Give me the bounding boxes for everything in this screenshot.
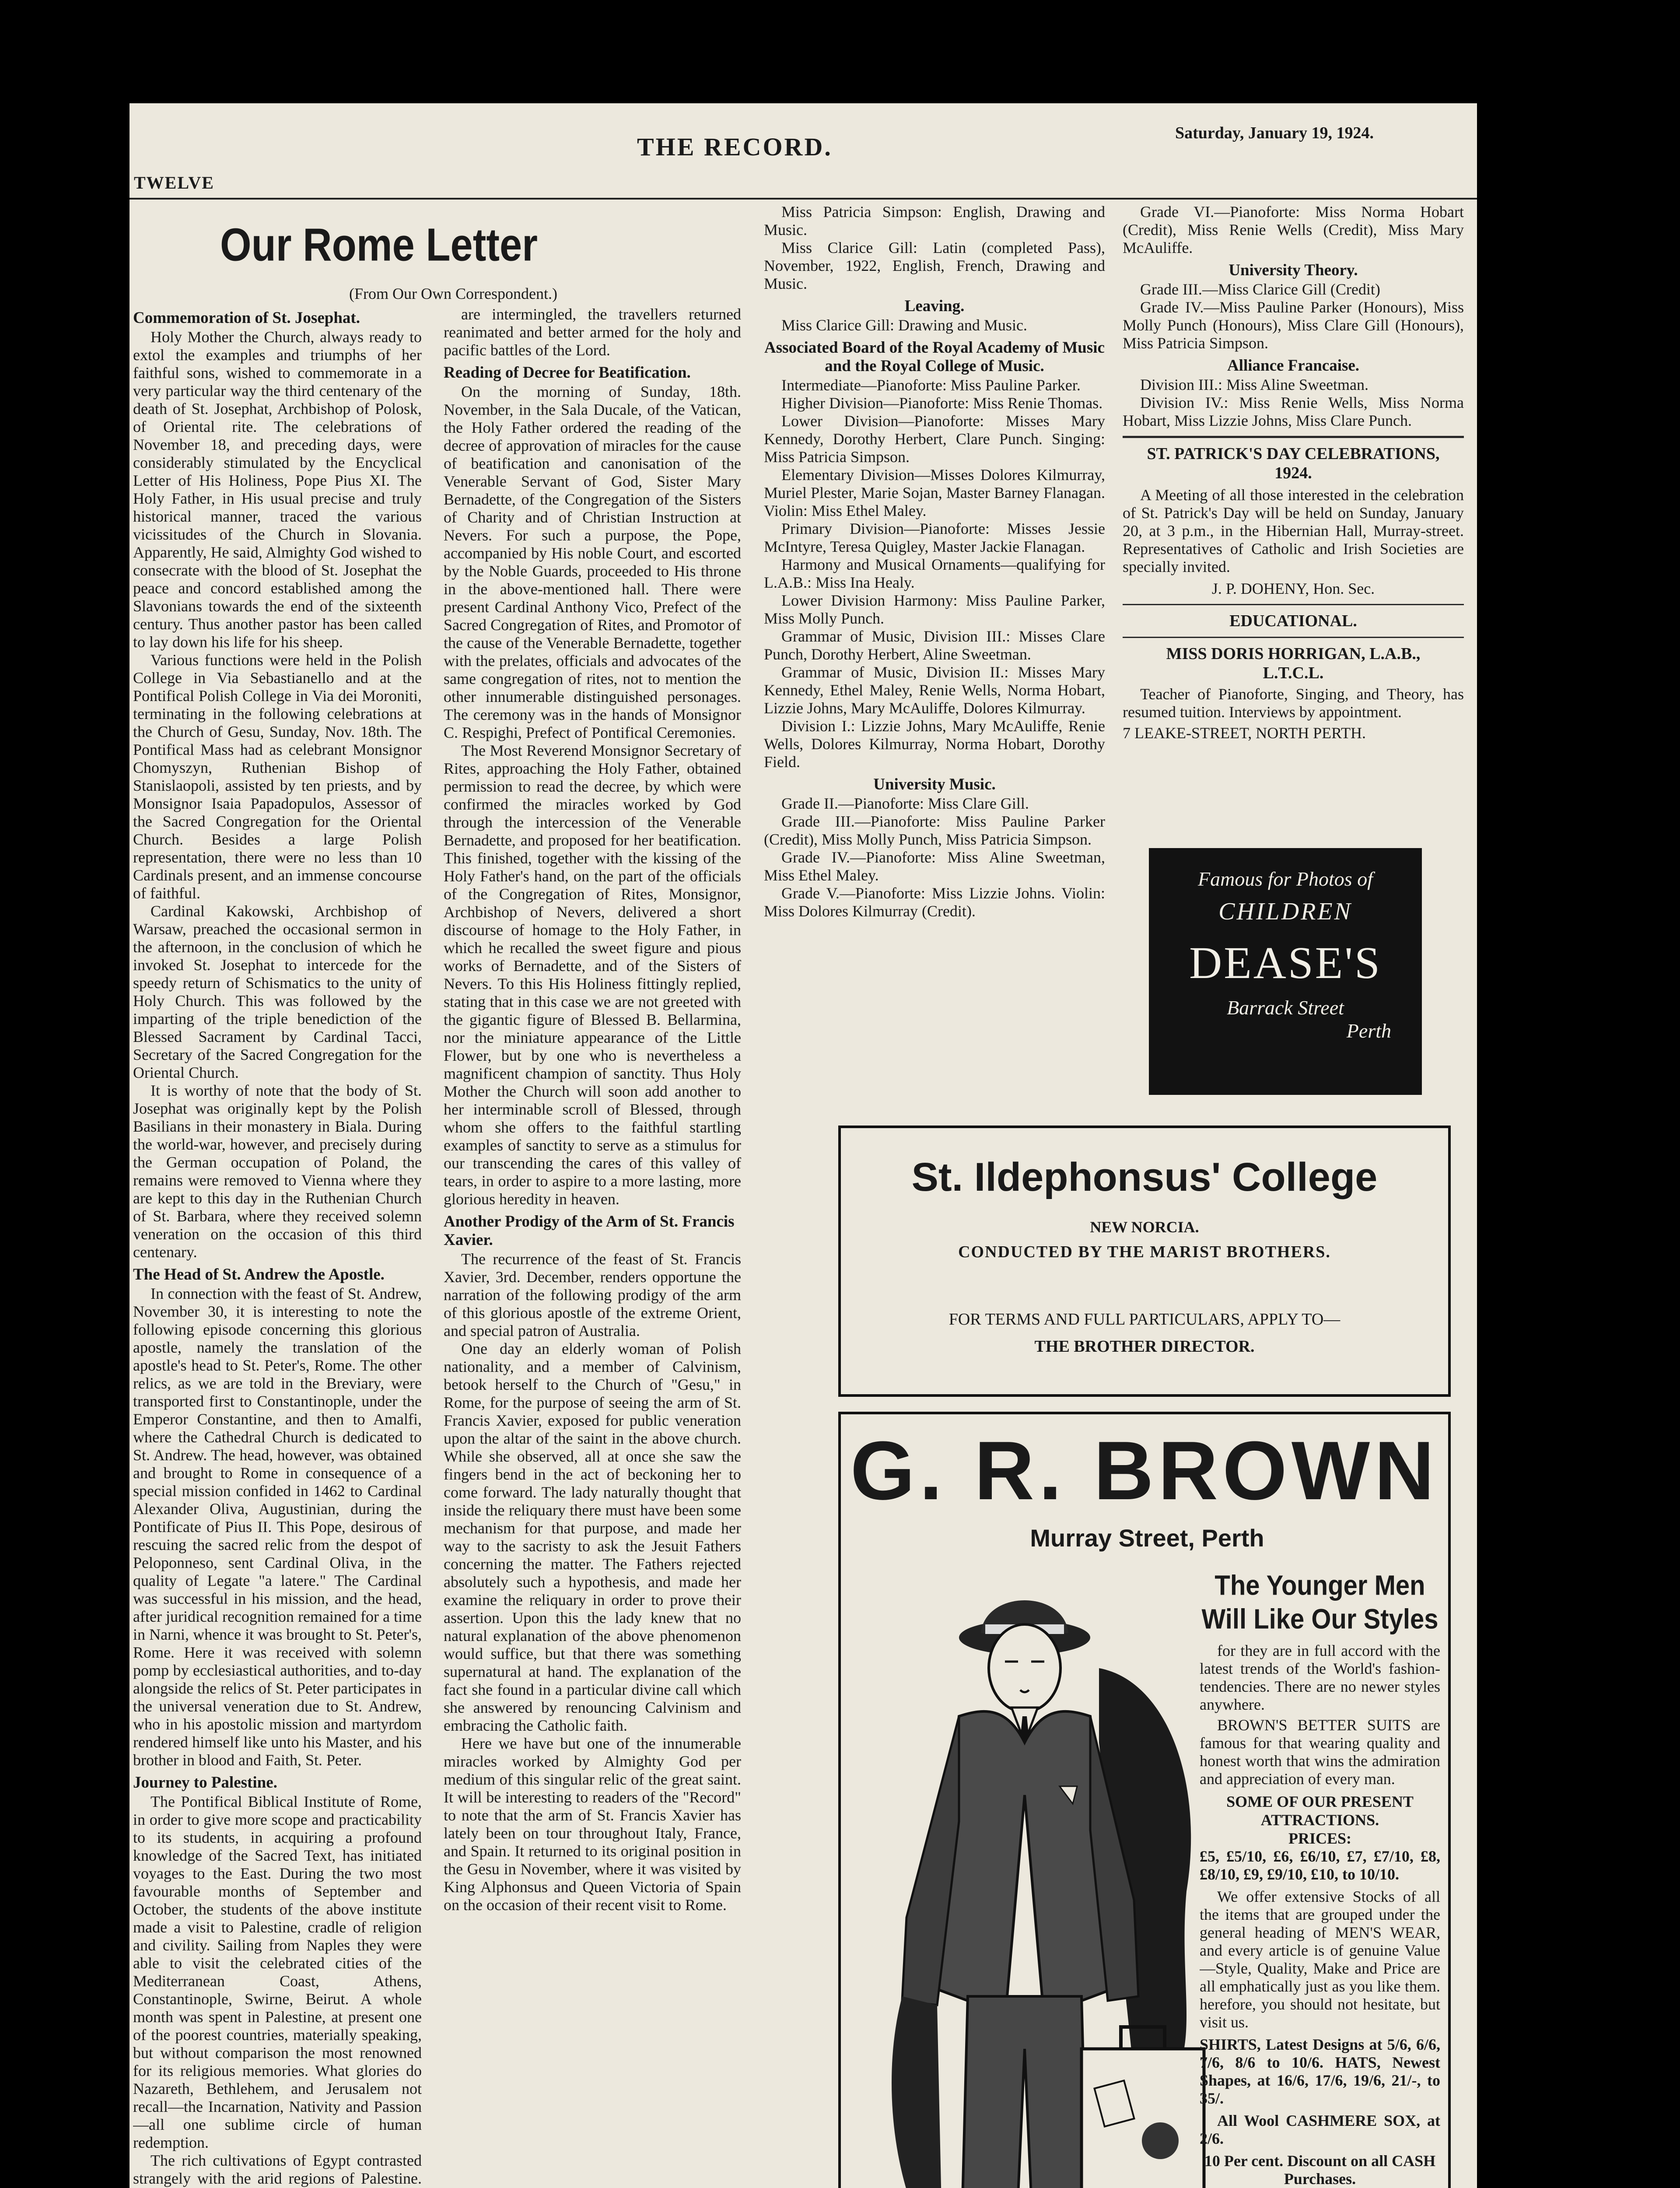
- result-line: Miss Clarice Gill: Latin (completed Pass), November, 1922, English, French, Drawing and Music.: [764, 239, 1105, 292]
- section-heading: Commemoration of St. Josephat.: [133, 309, 360, 327]
- result-line: Higher Division—Pianoforte: Miss Renie Thomas.: [781, 394, 1103, 412]
- results-subheading: University Theory.: [1228, 261, 1358, 279]
- signature: J. P. DOHENY, Hon. Sec.: [1211, 580, 1375, 597]
- result-line: Grade III.—Miss Clarice Gill (Credit): [1140, 281, 1380, 298]
- result-line: Grade IV.—Pianoforte: Miss Aline Sweetman, Miss Ethel Maley.: [764, 849, 1105, 884]
- ad-brand: G. R. BROWN: [850, 1424, 1439, 1517]
- paragraph: The Pontifical Biblical Institute of Rome, in order to give more scope and practicability to its students, in acquiring a profound knowledge of the Sacred Text, has initiated voyages to the East. During the two most favourable months of September and October, the students of the above institute made a visit to Palestine, cradle of religion and civility. Sailing from Naples they were able to visit the celebrated cities of the Mediterranean Coast, Athens, Constantinople, Swirne, Beirut. A whole month was spent in Palestine, at present one of the poorest countries, materially speaking, but without comparison the most renowned for its religious memories. What glories do Nazareth, Bethlehem, and Jerusalem not recall—the Incarnation, Nativity and Passion—all one sublime circle of human redemption.: [133, 1793, 422, 2151]
- issue-date: Saturday, January 19, 1924.: [1175, 124, 1374, 142]
- ad-line: Famous for Photos of: [1198, 868, 1373, 890]
- paragraph: The rich cultivations of Egypt contrasted strangely with the arid regions of Palestine.: [133, 2152, 422, 2187]
- paper-title: THE RECORD.: [637, 133, 833, 161]
- paragraph: are intermingled, the travellers returned reanimated and better armed for the holy and pacific battles of the Lord.: [444, 305, 741, 359]
- result-line: Division I.: Lizzie Johns, Mary McAuliffe, Renie Wells, Dolores Kilmurray, Norma Hobart, Dorothy Field.: [764, 717, 1105, 771]
- page-number-label: TWELVE: [134, 173, 214, 193]
- results-subheading: Leaving.: [904, 297, 965, 315]
- result-line: Grammar of Music, Division III.: Misses Clare Punch, Dorothy Herbert, Aline Sweetman.: [764, 628, 1105, 663]
- result-line: Harmony and Musical Ornaments—qualifying for L.A.B.: Miss Ina Healy.: [764, 556, 1105, 591]
- sox: All Wool CASHMERE SOX, at 2/6.: [1200, 2112, 1440, 2147]
- brown-ad-copy: [1200, 1572, 1440, 2188]
- masthead-rule: [130, 198, 1477, 200]
- ad-paragraph: We offer extensive Stocks of all the items that are grouped under the general heading of MEN'S WEAR, and every article is of genuine Value—Style, Quality, Make and Price are all emphatically just as you like them. herefore, you should not hesitate, but visit us.: [1200, 1888, 1440, 2031]
- divider: [1123, 604, 1464, 605]
- college-terms: FOR TERMS AND FULL PARTICULARS, APPLY TO—: [948, 1310, 1340, 1329]
- ad-address: Murray Street, Perth: [1030, 1524, 1264, 1552]
- paragraph: Holy Mother the Church, always ready to extol the examples and triumphs of her faithful sons, wished to commemorate in a very particular way the third centenary of the death of St. Josephat, Archbishop of Polosk, of Oriental rite. The celebrations of November 18, and preceding days, were considerably stimulated by the Encyclical Letter of His Holiness, Pope Pius XI. The Holy Father, in His usual precise and truly historical manner, traced the various vicissitudes of the Church in Slovania. Apparently, He said, Almighty God wished to consecrate with the blood of St. Josephat the peace and concord established among the Slavonians towards the end of the sixteenth century. Thus another pastor has been called to lay down his life for his sheep.: [133, 328, 422, 651]
- results-subheading: Alliance Francaise.: [1227, 357, 1360, 375]
- teacher-details: Teacher of Pianoforte, Singing, and Theory, has resumed tuition. Interviews by appointment.: [1123, 685, 1464, 721]
- section-heading: Another Prodigy of the Arm of St. Francis Xavier.: [444, 1213, 735, 1249]
- divider: [1123, 436, 1464, 438]
- result-line: Grade IV.—Miss Pauline Parker (Honours), Miss Molly Punch (Honours), Miss Clare Gill (Honours), Miss Patricia Simpson.: [1123, 298, 1464, 352]
- college-conducted-by: CONDUCTED BY THE MARIST BROTHERS.: [958, 1243, 1331, 1261]
- shirts-hats: SHIRTS, Latest Designs at 5/6, 6/6, 7/6, 8/6 to 10/6. HATS, Newest Shapes, at 16/6, 17/6, 19/6, 21/-, to 35/.: [1200, 2036, 1440, 2107]
- results-subheading: University Music.: [873, 775, 996, 793]
- newspaper-page: [130, 103, 1477, 2188]
- st-patricks-notice: A Meeting of all those interested in the celebration of St. Patrick's Day will be held on Sunday, January 20, at 3 p.m., in the Hibernian Hall, Murray-street. Representatives of Catholic and Irish Societies are specially invited.: [1123, 486, 1464, 575]
- prices-label: PRICES:: [1288, 1830, 1352, 1847]
- college-location: NEW NORCIA.: [1090, 1218, 1199, 1236]
- article-title: Our Rome Letter: [220, 219, 538, 271]
- result-line: Miss Patricia Simpson: English, Drawing and Music.: [764, 203, 1105, 238]
- section-heading: Journey to Palestine.: [133, 1774, 277, 1792]
- result-line: Division III.: Miss Aline Sweetman.: [1140, 376, 1368, 393]
- paragraph: Cardinal Kakowski, Archbishop of Warsaw, preached the occasional sermon in the afternoon, in the conclusion of which he invoked St. Josephat to intercede for the speedy return of Schismatics to the unity of Holy Church. This was followed by the imparting of the triple benediction of the Blessed Sacrament by Cardinal Tacci, Secretary of the Sacred Congregation for the Oriental Church.: [133, 902, 422, 1081]
- rome-letter-column-2: [444, 305, 741, 2056]
- teacher-name: MISS DORIS HORRIGAN, L.A.B., L.T.C.L.: [1166, 645, 1421, 682]
- section-heading: The Head of St. Andrew the Apostle.: [133, 1266, 385, 1283]
- st-patricks-heading: ST. PATRICK'S DAY CELEBRATIONS, 1924.: [1147, 445, 1440, 482]
- dominicks-results-column: [764, 203, 1105, 1210]
- teacher-address: 7 LEAKE-STREET, NORTH PERTH.: [1123, 724, 1366, 742]
- rome-letter-column-1: [133, 305, 422, 2188]
- ad-paragraph: for they are in full accord with the latest trends of the World's fashion-tendencies. There are no newer styles anywhere.: [1200, 1642, 1440, 1713]
- discount: 10 Per cent. Discount on all CASH Purchases.: [1204, 2152, 1436, 2188]
- prices-list: £5, £5/10, £6, £6/10, £7, £7/10, £8, £8/10, £9, £9/10, £10, to 10/10.: [1200, 1848, 1440, 1883]
- ildephonsus-ad: [838, 1126, 1451, 1397]
- result-line: Division IV.: Miss Renie Wells, Miss Norma Hobart, Miss Lizzie Johns, Miss Clare Punch.: [1123, 394, 1464, 429]
- college-name: St. Ildephonsus' College: [911, 1155, 1378, 1199]
- paragraph: On the morning of Sunday, 18th. November, in the Sala Ducale, of the Vatican, the Holy Father ordered the reading of the decree of approvation of miracles for the cause of beatification and canonisation of the Venerable Servant of God, Sister Mary Bernadette, of the Congregation of the Sisters of Charity and of Christian Instruction at Nevers. For such a purpose, the Pope, accompanied by His noble Court, and escorted by the Noble Guards, proceeded to His throne in the above-mentioned hall. There were present Cardinal Anthony Vico, Prefect of the Sacred Congregation of Rites, and Promotor of the cause of the Venerable Bernadette, together with the prelates, officials and advocates of the same congregation of rites, not to mention the other innumerable distinguished personages. The ceremony was in the hands of Monsignor C. Respighi, Prefect of Pontifical Ceremonies.: [444, 383, 741, 741]
- ad-city: Perth: [1346, 1020, 1391, 1042]
- result-line: Grade III.—Pianoforte: Miss Pauline Parker (Credit), Miss Molly Punch, Miss Patricia Simpson.: [764, 813, 1105, 848]
- results-subheading: Associated Board of the Royal Academy of Music and the Royal College of Music.: [764, 339, 1105, 375]
- paragraph: Various functions were held in the Polish College in Via Sebastianello and at the Pontifical Polish College in Via dei Moroniti, terminating in the following celebrations at the Church of Gesu, Sunday, Nov. 18th. The Pontifical Mass had as celebrant Monsignor Chomyszyn, Ruthenian Bishop of Stanislaopoli, assisted by ten priests, and by Monsignor Isaia Papadopulos, Assessor of the Sacred Congregation for the Oriental Church. Besides a large Polish representation, there were no less than 10 Cardinals present, and an immense concourse of faithful.: [133, 651, 422, 902]
- paragraph: One day an elderly woman of Polish nationality, and a member of Calvinism, betook herself to the Church of "Gesu," in Rome, for the purpose of seeing the arm of St. Francis Xavier, exposed for public veneration upon the altar of the saint in the above church. While she observed, all at once she saw the fingers bend in the act of beckoning her to come forward. The lady naturally thought that inside the reliquary there must have been some mechanism for that purpose, and made her way to the sacristy to ask the Jesuit Fathers concerning the matter. The Fathers rejected absolutely such a hypothesis, and made her examine the reliquary in order to prove their assertion. Upon this the lady knew that no natural explanation of the above phenomenon would suffice, but that there was something supernatural at hand. The explanation of the fact she found in a particular divine call which she answered by renouncing Calvinism and embracing the Catholic faith.: [444, 1340, 741, 1734]
- result-line: Intermediate—Pianoforte: Miss Pauline Parker.: [781, 376, 1081, 394]
- ad-street: Barrack Street: [1227, 996, 1344, 1019]
- dease-ad: [1149, 848, 1422, 1095]
- result-line: Grade V.—Pianoforte: Miss Lizzie Johns. Violin: Miss Dolores Kilmurray (Credit).: [764, 884, 1105, 920]
- result-line: Lower Division—Pianoforte: Misses Mary Kennedy, Dorothy Herbert, Clare Punch. Singing: Miss Patricia Simpson.: [764, 412, 1105, 466]
- result-line: Grammar of Music, Division II.: Misses Mary Kennedy, Ethel Maley, Renie Wells, Norma Hobart, Lizzie Johns, Mary McAuliffe, Dolores Kilmurray.: [764, 663, 1105, 717]
- article-byline: (From Our Own Correspondent.): [349, 285, 557, 302]
- paragraph: The recurrence of the feast of St. Francis Xavier, 3rd. December, renders opportune the narration of the following prodigy of the arm of this glorious apostle of the extreme Orient, and special patron of Australia.: [444, 1250, 741, 1339]
- ad-headline: The Younger Men Will Like Our Styles: [1201, 1572, 1438, 1635]
- result-line: Primary Division—Pianoforte: Misses Jessie McIntyre, Teresa Quigley, Master Jackie Flanagan.: [764, 520, 1105, 555]
- paragraph: In connection with the feast of St. Andrew, November 30, it is interesting to note the following episode concerning this glorious apostle, namely the translation of the apostle's head to St. Peter's, Rome. The other relics, as we are told in the Breviary, were transported first to Constantinople, under the Emperor Constantine, and then to Amalfi, where the Cathedral Church is dedicated to St. Andrew. The head, however, was obtained and brought to Rome in consequence of a special mission confided in 1462 to Cardinal Alexander Oliva, Augustinian, during the Pontificate of Pius II. This Pope, desirous of rescuing the sacred relic from the despot of Peloponneso, sent Cardinal Oliva, in the quality of Legate "a latere." The Cardinal was successful in his mission, and the head, after juridical recognition remained for a time in Narni, whence it was brought to St. Peter's, Rome. Here it was received with solemn pomp by ecclesiastical authorities, and to-day alongside the relics of St. Peter participates in the universal veneration due to St. Andrew, who in his apostolic mission and martyrdom rendered himself like unto his Master, and his brother in blood and Faith, St. Peter.: [133, 1285, 422, 1769]
- result-line: Grade II.—Pianoforte: Miss Clare Gill.: [781, 795, 1029, 812]
- result-line: Miss Clarice Gill: Drawing and Music.: [781, 316, 1027, 334]
- result-line: Lower Division Harmony: Miss Pauline Parker, Miss Molly Punch.: [764, 592, 1105, 627]
- section-heading: Reading of Decree for Beatification.: [444, 364, 691, 382]
- paragraph: The Most Reverend Monsignor Secretary of Rites, approaching the Holy Father, obtained permission to read the decree, by which were confirmed the miracles worked by God through the intercession of the Venerable Bernadette, and proposed for her beatification. This finished, together with the kissing of the Holy Father's hand, on the part of the officials of the Congregation of Rites, Monsignor, Archbishop of Nevers, delivered a short discourse of homage to the Holy Father, in which he recalled the sweet figure and pious works of Bernadette, and of the Sisters of Nevers. To this His Holiness fittingly replied, stating that in this case we are not greeted with the gigantic figure of Blessed B. Bellarmina, nor the miniature appearance of the Little Flower, but by one who is nevertheless a magnificent champion of sanctity. Thus Holy Mother the Church will soon add another to her interminable scroll of Blessed, through whom she offers to the faithful startling examples of sanctity to serve as a stimulus for our transcending the cares of this valley of tears, in order to aspire to a more lasting, more glorious heredity in heaven.: [444, 742, 741, 1208]
- man-in-suit-illustration: [854, 1559, 1213, 2188]
- brown-ad: [838, 1412, 1451, 2188]
- result-line: Elementary Division—Misses Dolores Kilmurray, Muriel Plester, Marie Sojan, Master Barney Flanagan. Violin: Miss Ethel Maley.: [764, 466, 1105, 519]
- paragraph: Here we have but one of the innumerable miracles worked by Almighty God per medium of this singular relic of the great saint. It will be interesting to readers of the "Record" to note that the arm of St. Francis Xavier has lately been on tour throughout Italy, France, and Spain. It returned to its original position in the Gesu in November, where it was visited by King Alphonsus and Queen Victoria of Spain on the occasion of their recent visit to Rome.: [444, 1735, 741, 1914]
- ad-line: CHILDREN: [1218, 898, 1352, 925]
- divider: [1123, 637, 1464, 638]
- ad-brand: DEASE'S: [1189, 938, 1382, 988]
- result-line: Grade VI.—Pianoforte: Miss Norma Hobart (Credit), Miss Renie Wells (Credit), Miss Mary McAuliffe.: [1123, 203, 1464, 256]
- ad-paragraph: BROWN'S BETTER SUITS are famous for that wearing quality and honest worth that wins the admiration and appreciation of every man.: [1200, 1716, 1440, 1788]
- right-column: [1123, 203, 1464, 912]
- attractions-heading: SOME OF OUR PRESENT ATTRACTIONS.: [1226, 1793, 1414, 1829]
- college-contact: THE BROTHER DIRECTOR.: [1034, 1337, 1255, 1356]
- educational-heading: EDUCATIONAL.: [1229, 612, 1357, 630]
- paragraph: It is worthy of note that the body of St. Josephat was originally kept by the Polish Basilians in their monastery in Biala. During the world-war, however, and precisely during the German occupation of Poland, the remains were removed to Vienna where they are kept to this day in the Ruthenian Church of St. Barbara, where they received solemn veneration on the occasion of this third centenary.: [133, 1082, 422, 1261]
